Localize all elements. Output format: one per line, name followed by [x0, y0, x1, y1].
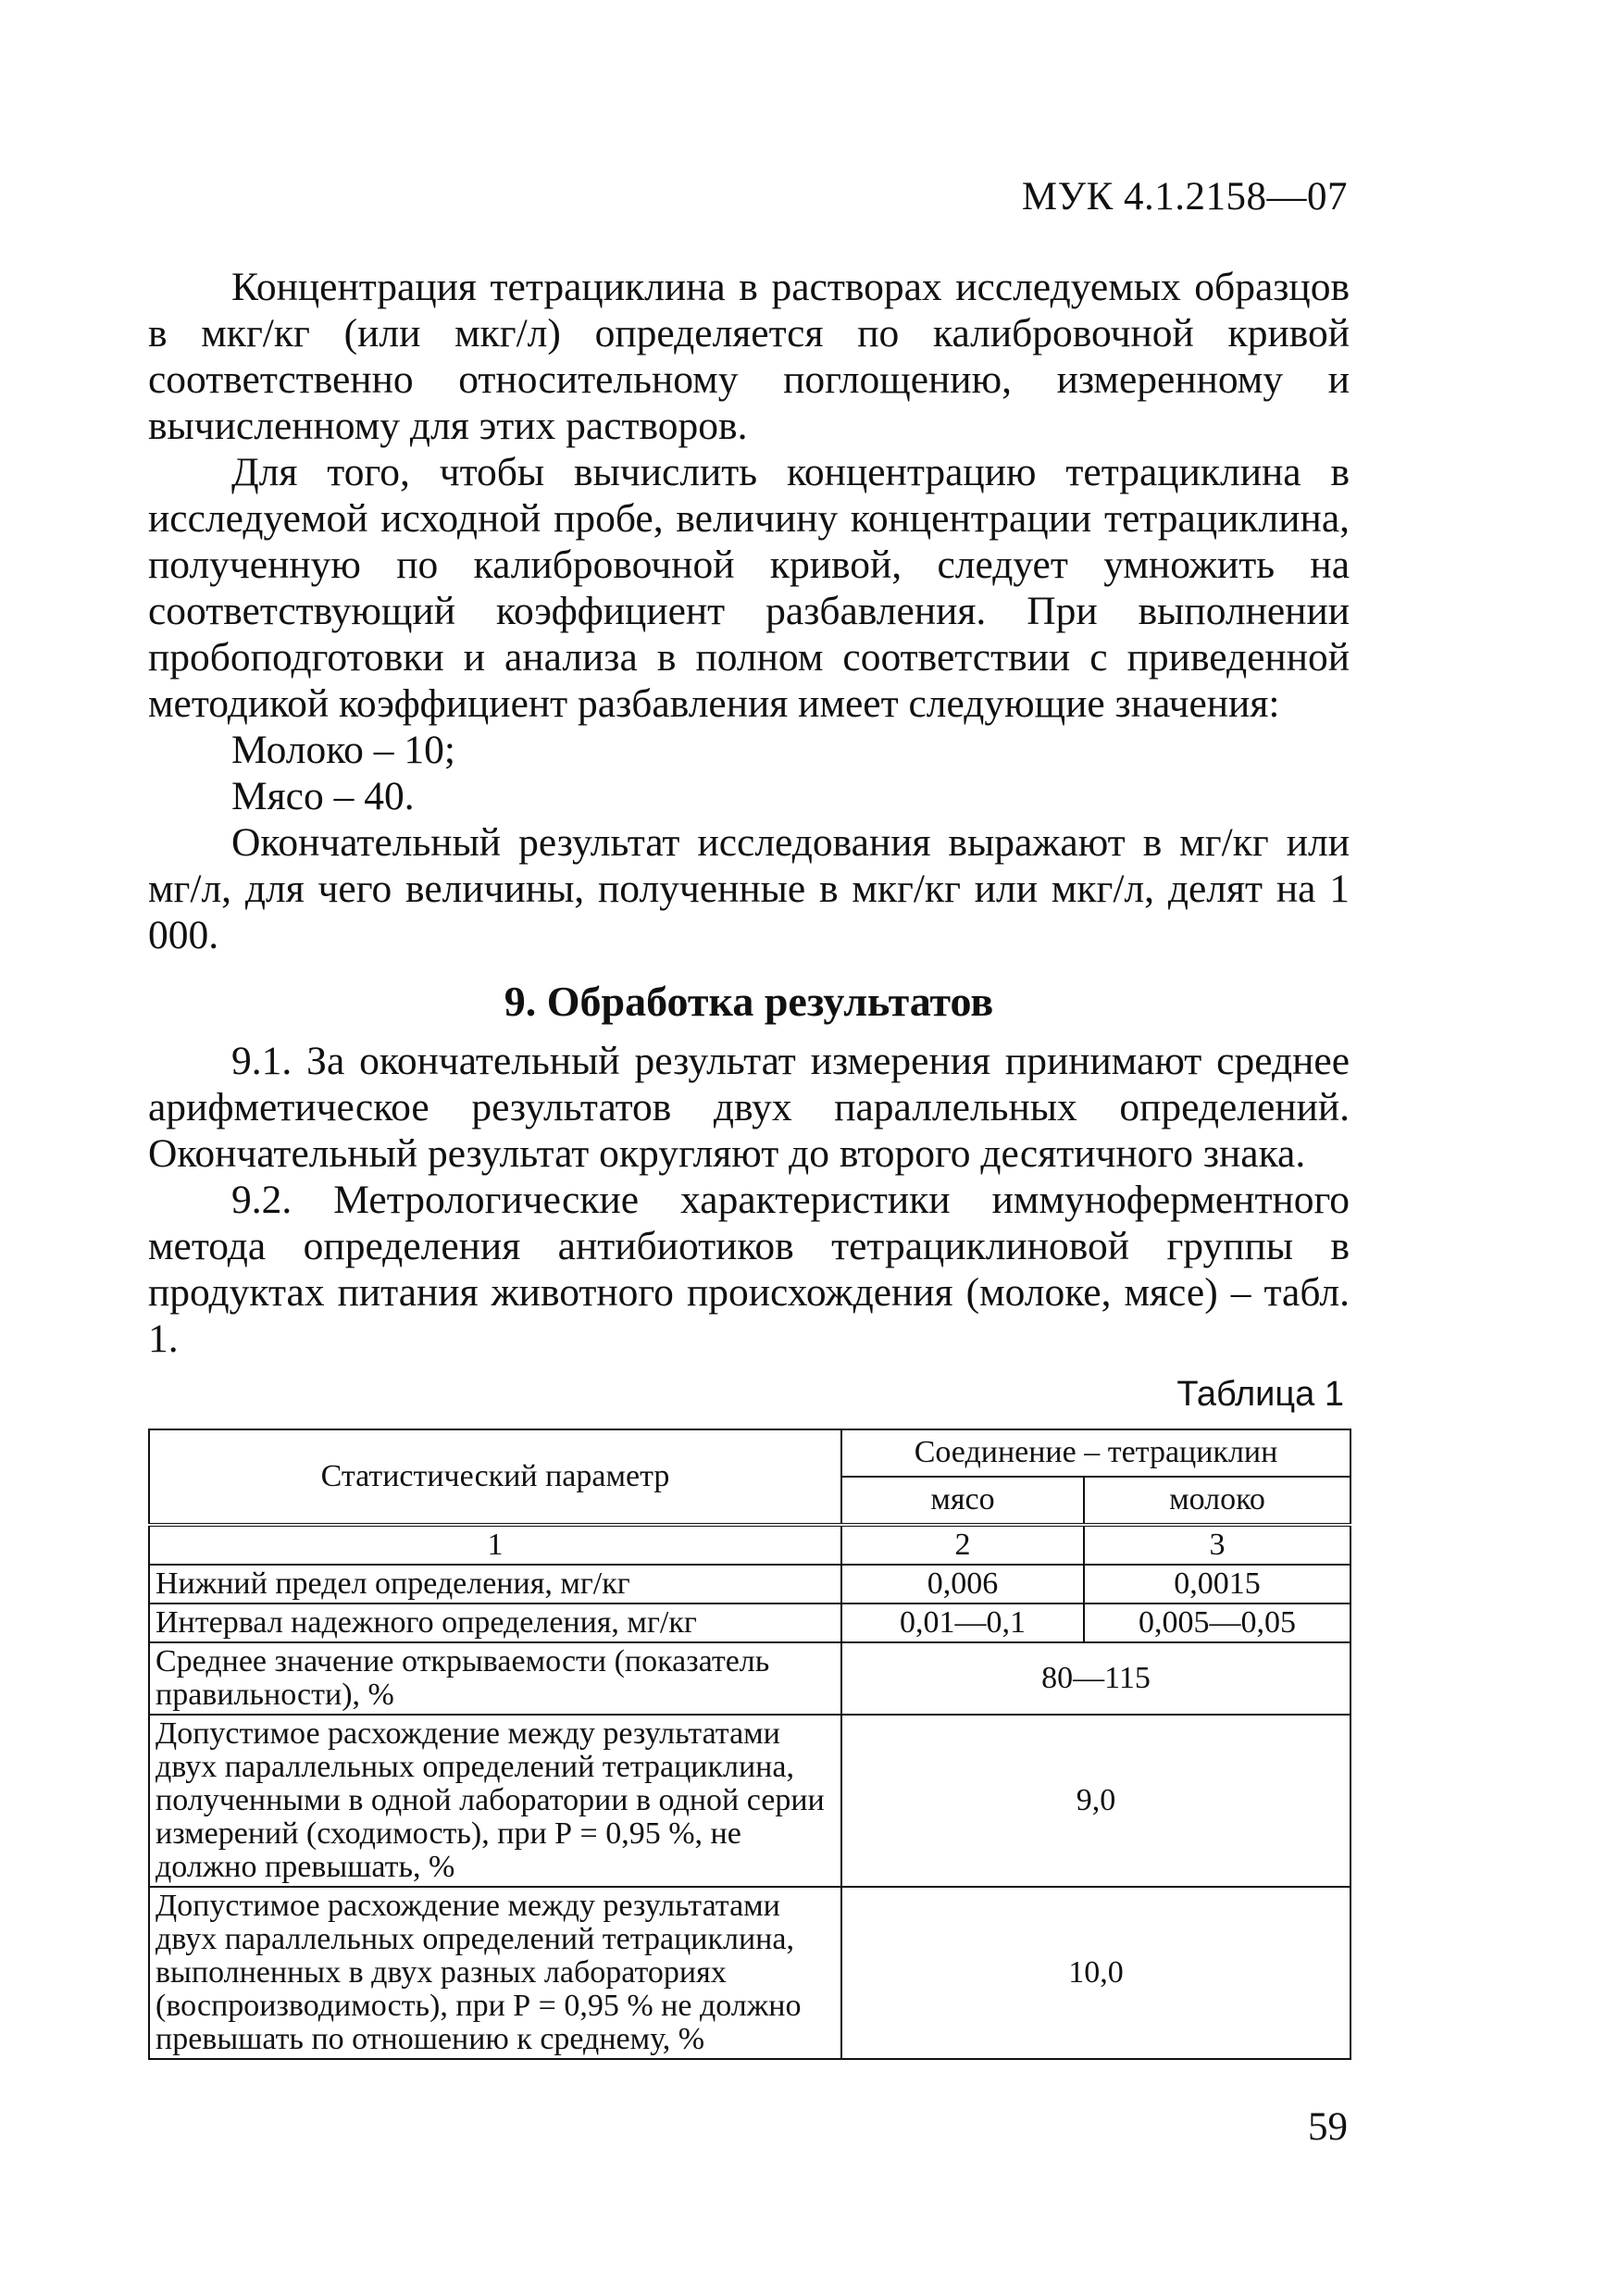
- paragraph-dilution-intro: Для того, чтобы вычислить концентрацию тетрациклина в исследуемой исходной пробе, величину концентрации тетрациклина, полученную по калибровочной кривой, следует умножить на соответствующий коэффициент разбавления. При выполнении пробоподготовки и анализа в полном соответствии с приведенной методикой коэффициент разбавления имеет следующие значения:: [148, 450, 1350, 726]
- dilution-milk: Молоко – 10;: [231, 728, 455, 772]
- table-row: [149, 1887, 1350, 2059]
- paragraph-final-result: Окончательный результат исследования выражают в мг/кг или мг/л, для чего величины, полученные в мкг/кг или мкг/л, делят на 1 000.: [148, 820, 1350, 957]
- page-number: 59: [1308, 2105, 1348, 2149]
- row-value: 9,0: [841, 1715, 1350, 1887]
- header-param: Статистический параметр: [149, 1429, 841, 1525]
- column-numbers-row: [149, 1525, 1350, 1565]
- col-number-3: 3: [1084, 1525, 1350, 1565]
- dilution-meat: Мясо – 40.: [231, 774, 415, 818]
- col-number-1: 1: [149, 1525, 841, 1565]
- table-row: [149, 1715, 1350, 1887]
- row-param: Нижний предел определения, мг/кг: [149, 1565, 841, 1603]
- row-param: Допустимое расхождение между результатами двух параллельных определений тетрациклина, полученными в одной лаборатории в одной серии измерений (сходимость), при Р = 0,95 %, не должно превышать, %: [149, 1715, 841, 1887]
- row-param: Допустимое расхождение между результатами двух параллельных определений тетрациклина, выполненных в двух разных лабораториях (воспроизводимость), при Р = 0,95 % не должно превышать по отношению к среднему, %: [149, 1887, 841, 2059]
- table-caption: Таблица 1: [1176, 1375, 1344, 1414]
- section-heading: 9. Обработка результатов: [504, 978, 994, 1025]
- paragraph-9-2: 9.2. Метрологические характеристики иммуноферментного метода определения антибиотиков тетрациклиновой группы в продуктах питания животного происхождения (молоке, мясе) – табл. 1.: [148, 1178, 1350, 1361]
- header-compound: Соединение – тетрациклин: [841, 1429, 1350, 1477]
- header-meat: мясо: [841, 1477, 1084, 1525]
- page-content: [148, 264, 1350, 2060]
- row-param: Интервал надежного определения, мг/кг: [149, 1603, 841, 1642]
- header-milk: молоко: [1084, 1477, 1350, 1525]
- paragraph-9-1: 9.1. За окончательный результат измерения принимают среднее арифметическое результатов двух параллельных определений. Окончательный результат округляют до второго десятичного знака.: [148, 1039, 1350, 1176]
- table-row: [149, 1642, 1350, 1715]
- document-code-header: МУК 4.1.2158—07: [1021, 175, 1348, 218]
- row-value: 80—115: [841, 1642, 1350, 1715]
- row-value-milk: 0,0015: [1084, 1565, 1350, 1603]
- metrology-table: [148, 1429, 1351, 2060]
- row-value-meat: 0,01—0,1: [841, 1603, 1084, 1642]
- col-number-2: 2: [841, 1525, 1084, 1565]
- table-row: [149, 1565, 1350, 1603]
- table-header-row: [149, 1429, 1350, 1477]
- row-value: 10,0: [841, 1887, 1350, 2059]
- table-row: [149, 1603, 1350, 1642]
- row-param: Среднее значение открываемости (показатель правильности), %: [149, 1642, 841, 1715]
- paragraph-concentration: Концентрация тетрациклина в растворах исследуемых образцов в мкг/кг (или мкг/л) определяется по калибровочной кривой соответственно относительному поглощению, измеренному и вычисленному для этих растворов.: [148, 265, 1350, 448]
- row-value-milk: 0,005—0,05: [1084, 1603, 1350, 1642]
- row-value-meat: 0,006: [841, 1565, 1084, 1603]
